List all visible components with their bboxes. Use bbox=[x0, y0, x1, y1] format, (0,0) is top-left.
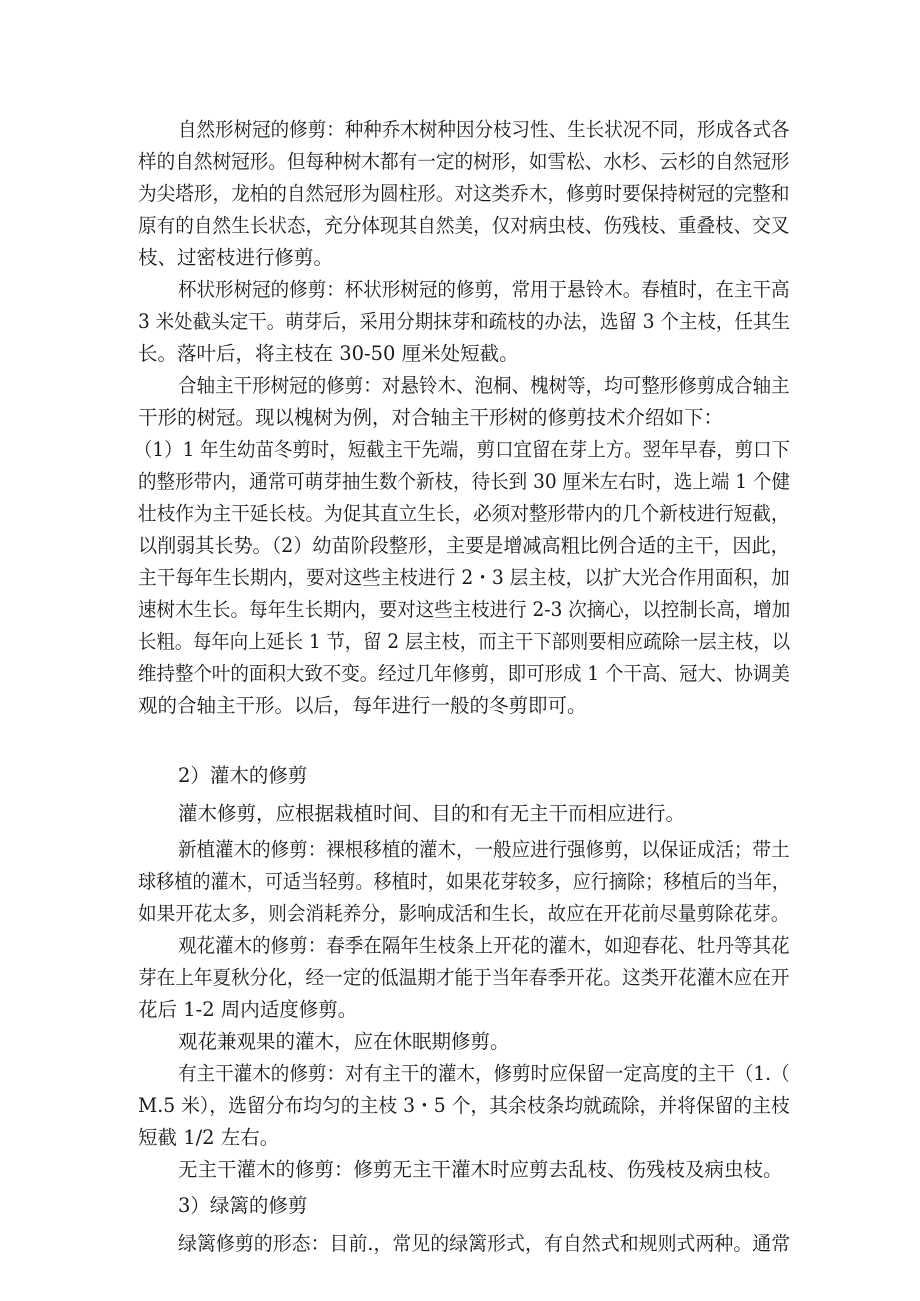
text-line: 芽在上年夏秋分化，经一定的低温期才能于当年春季开花。这类开花灌木应在开 bbox=[138, 966, 790, 989]
text-line: 无主干灌木的修剪：修剪无主干灌木时应剪去乱枝、伤残枝及病虫枝。 bbox=[178, 1158, 783, 1181]
text-line: 球移植的灌木，可适当轻剪。移植时，如果花芽较多，应行摘除；移植后的当年， bbox=[138, 870, 791, 893]
text-line: 有主干灌木的修剪：对有主干的灌木，修剪时应保留一定高度的主干（1.（ bbox=[178, 1062, 790, 1085]
text-line: M.5 米），选留分布均匀的主枝 3・5 个，其余枝条均就疏除，并将保留的主枝 bbox=[138, 1094, 790, 1117]
text-line: 样的自然树冠形。但每种树木都有一定的树形，如雪松、水杉、云杉的自然冠形 bbox=[138, 150, 790, 173]
text-line: 干形的树冠。现以槐树为例，对合轴主干形树的修剪技术介绍如下： bbox=[138, 406, 724, 429]
text-line: 观花灌木的修剪：春季在隔年生枝条上开花的灌木，如迎春花、牡丹等其花 bbox=[178, 934, 790, 957]
text-line: 观的合轴主干形。以后，每年进行一般的冬剪即可。 bbox=[138, 694, 587, 717]
text-line: 合轴主干形树冠的修剪：对悬铃木、泡桐、槐树等，均可整形修剪成合轴主 bbox=[178, 374, 790, 397]
text-line: 以削弱其长势。（2）幼苗阶段整形，主要是增减高粗比例合适的主干，因此， bbox=[138, 534, 790, 557]
text-line: 杯状形树冠的修剪：杯状形树冠的修剪，常用于悬铃木。春植时，在主干高 bbox=[178, 278, 790, 301]
section-heading: 3）绿篱的修剪 bbox=[178, 1194, 308, 1217]
text-line: 绿篱修剪的形态：目前.，常见的绿篱形式，有自然式和规则式两种。通常 bbox=[178, 1232, 791, 1255]
text-line: 如果开花太多，则会消耗养分，影响成活和生长，故应在开花前尽量剪除花芽。 bbox=[138, 902, 790, 925]
text-line: 3 米处截头定干。萌芽后，采用分期抹芽和疏枝的办法，选留 3 个主枝，任其生 bbox=[138, 310, 790, 333]
text-line: 维持整个叶的面积大致不变。经过几年修剪，即可形成 1 个干高、冠大、协调美 bbox=[138, 662, 790, 685]
text-line: 速树木生长。每年生长期内，要对这些主枝进行 2-3 次摘心，以控制长高，增加 bbox=[138, 598, 791, 621]
text-line: 枝、过密枝进行修剪。 bbox=[138, 246, 334, 269]
text-line: 自然形树冠的修剪：种种乔木树种因分枝习性、生长状况不同，形成各式各 bbox=[178, 118, 790, 141]
text-line: 灌木修剪，应根据栽植时间、目的和有无主干而相应进行。 bbox=[178, 802, 686, 825]
text-line: 壮枝作为主干延长枝。为促其直立生长，必须对整形带内的几个新枝进行短截， bbox=[138, 502, 790, 525]
text-line: 的整形带内，通常可萌芽抽生数个新枝，待长到 30 厘米左右时，选上端 1 个健 bbox=[138, 470, 790, 493]
text-line: 主干每年生长期内，要对这些主枝进行 2・3 层主枝，以扩大光合作用面积，加 bbox=[138, 566, 790, 589]
section-heading: 2）灌木的修剪 bbox=[178, 764, 308, 787]
text-line: （1）1 年生幼苗冬剪时，短截主干先端，剪口宜留在芽上方。翌年早春，剪口下 bbox=[134, 438, 790, 461]
text-line: 原有的自然生长状态，充分体现其自然美，仅对病虫枝、伤残枝、重叠枝、交叉 bbox=[138, 214, 790, 237]
text-line: 为尖塔形，龙柏的自然冠形为圆柱形。对这类乔木，修剪时要保持树冠的完整和 bbox=[138, 182, 790, 205]
text-line: 观花兼观果的灌木，应在休眠期修剪。 bbox=[178, 1030, 510, 1053]
text-line: 新植灌木的修剪：裸根移植的灌木，一般应进行强修剪，以保证成活；带土 bbox=[178, 838, 790, 861]
text-line: 短截 1/2 左右。 bbox=[138, 1126, 280, 1149]
text-line: 长粗。每年向上延长 1 节，留 2 层主枝，而主干下部则要相应疏除一层主枝，以 bbox=[138, 630, 791, 653]
text-line: 长。落叶后，将主枝在 30-50 厘米处短截。 bbox=[138, 342, 519, 365]
text-line: 花后 1-2 周内适度修剪。 bbox=[138, 998, 358, 1021]
